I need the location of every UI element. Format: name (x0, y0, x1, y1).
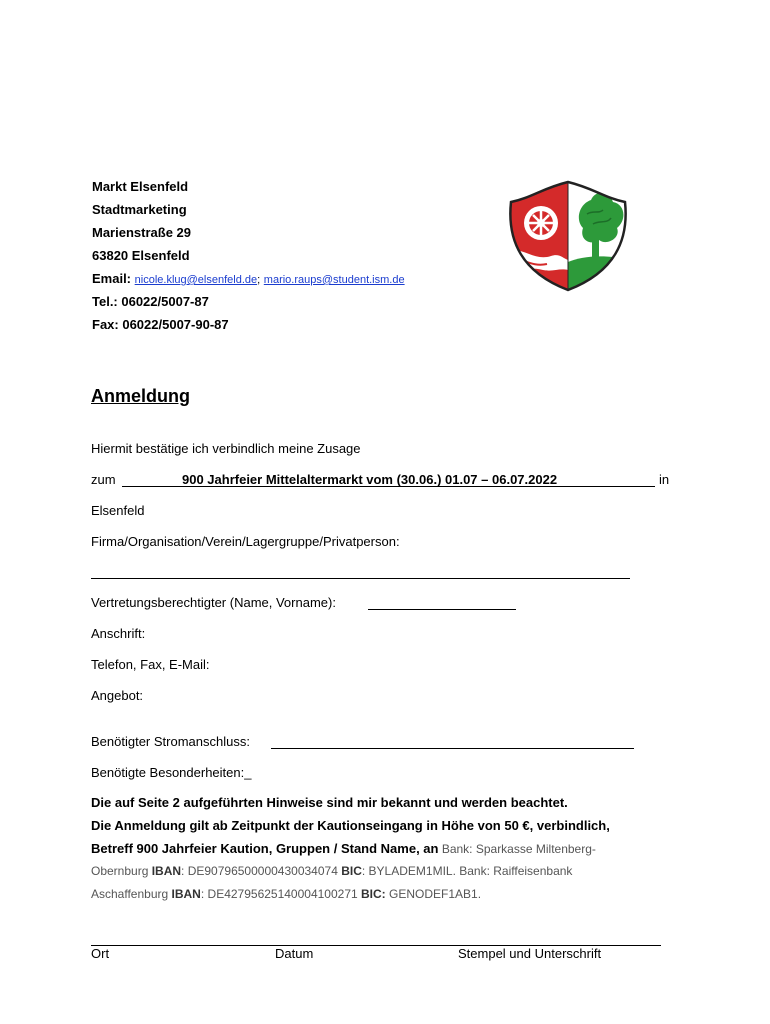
power-label: Benötigter Stromanschluss: (91, 734, 250, 749)
signature-place-label: Ort (91, 946, 110, 961)
org-dept: Stadtmarketing (92, 202, 187, 217)
page-title: Anmeldung (91, 386, 190, 406)
org-name: Markt Elsenfeld (92, 179, 189, 194)
org-type-label: Firma/Organisation/Verein/Lagergruppe/Privatperson: (91, 534, 400, 549)
place-text: Elsenfeld (91, 503, 145, 518)
notice-line-3-bold: Betreff 900 Jahrfeier Kaution, Gruppen / Stand Name, an (91, 841, 439, 856)
bank-2-iban: : DE42795625140004100271 (200, 887, 362, 901)
org-fax: Fax: 06022/5007-90-87 (92, 317, 229, 332)
representative-field-line[interactable] (368, 609, 516, 610)
bank-1-iban-label: IBAN (151, 864, 182, 878)
email-separator: ; (257, 274, 261, 286)
representative-label: Vertretungsberechtigter (Name, Vorname): (91, 595, 336, 610)
power-field-line[interactable] (271, 748, 634, 749)
coat-of-arms-icon (503, 180, 633, 292)
bank-2-bic-label: BIC: (361, 887, 386, 901)
bank-1-bic-label: BIC (341, 864, 362, 878)
offer-label: Angebot: (91, 688, 144, 703)
contact-label: Telefon, Fax, E-Mail: (91, 657, 210, 672)
email-label: Email: (92, 271, 132, 286)
org-tel: Tel.: 06022/5007-87 (92, 294, 209, 309)
zum-prefix: zum (91, 472, 116, 487)
email-link-2[interactable]: mario.raups@student.ism.de (263, 274, 405, 286)
org-city: 63820 Elsenfeld (92, 248, 190, 263)
notice-line-3-bank: Bank: Sparkasse Miltenberg- (438, 842, 596, 856)
bank-2-city: Aschaffenburg (91, 887, 172, 901)
notice-line-2: Die Anmeldung gilt ab Zeitpunkt der Kautionseingang in Höhe von 50 €, verbindlich, (91, 818, 610, 833)
notice-line-3 (91, 841, 596, 856)
bank-1-bic: : BYLADEM1MIL. Bank: Raiffeisenbank (361, 864, 573, 878)
address-label: Anschrift: (91, 626, 146, 641)
org-email-line (92, 271, 405, 286)
bank-1-city: Obernburg (91, 864, 152, 878)
intro-text: Hiermit bestätige ich verbindlich meine Zusage (91, 441, 361, 456)
in-suffix: in (659, 472, 670, 487)
bank-1-iban: : DE90796500000430034074 (181, 864, 342, 878)
bank-2-iban-label: IBAN (171, 887, 201, 901)
special-label: Benötigte Besonderheiten:_ (91, 765, 252, 780)
org-type-field-line[interactable] (91, 578, 630, 579)
notice-line-4 (91, 864, 572, 878)
notice-line-1: Die auf Seite 2 aufgeführten Hinweise sind mir bekannt und werden beachtet. (91, 795, 568, 810)
email-link-1[interactable]: nicole.klug@elsenfeld.de (134, 274, 258, 286)
notice-line-5 (91, 887, 481, 901)
org-street: Marienstraße 29 (92, 225, 191, 240)
signature-date-label: Datum (275, 946, 314, 961)
bank-2-bic: GENODEF1AB1. (385, 887, 482, 901)
event-name: 900 Jahrfeier Mittelaltermarkt vom (30.06.) 01.07 – 06.07.2022 (182, 472, 558, 487)
signature-stamp-label: Stempel und Unterschrift (458, 946, 602, 961)
